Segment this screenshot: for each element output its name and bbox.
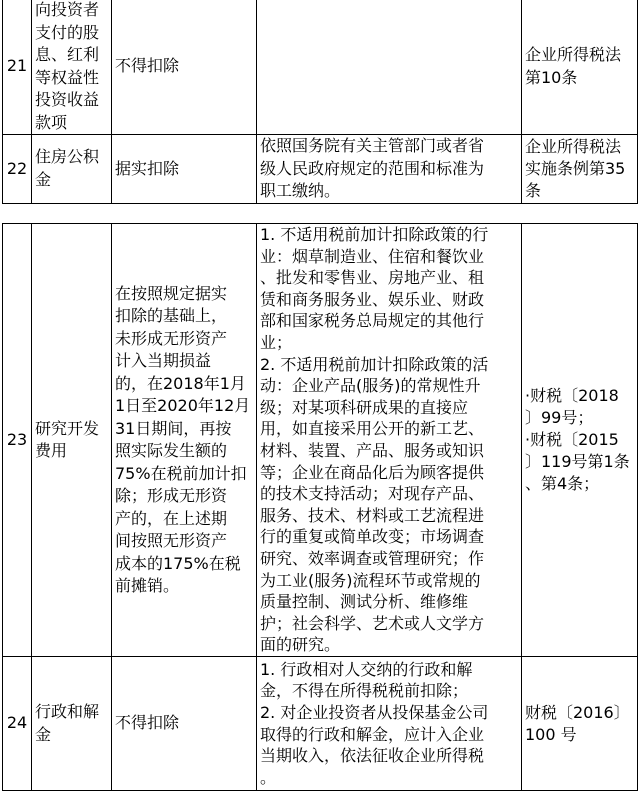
scope-description: 1. 不适用税前加计扣除政策的行 业：烟草制造业、住宿和餐饮业 、批发和零售业、房地产业、租 赁和商务服务业、娱乐业、财政 部和国家税务总局规定的其他行 业； 2. 不适用税前加计扣除政策的活 动：企业产品(服务)的常规性升 级；对某项科研成果的直接应 用，如直接采用公开的新工艺、 材料、装置、产品、服务或知识 等；企业在商品化后为顾客提供 的技术支持活动；对现存产品、 服务、技术、材料或工艺流程进 行的重复或简单改变；市场调查 研究、效率调查或管理研究；作 为工业(服务)流程环节或常规的 质量控制、测试分析、维修维 护；社会科学、艺术或人文学方 面的研究。 <box>257 224 522 657</box>
deduction-treatment: 不得扣除 <box>112 0 257 135</box>
expense-item: 向投资者 支付的股 息、红利 等权益性 投资收益 款项 <box>32 0 112 135</box>
table-row <box>3 135 638 204</box>
row-number: 24 <box>3 657 32 791</box>
deduction-treatment: 不得扣除 <box>112 657 257 791</box>
legal-basis: 企业所得税法 实施条例第35 条 <box>522 135 638 204</box>
deduction-table-top <box>2 0 638 204</box>
row-number: 21 <box>3 0 32 135</box>
table-row <box>3 224 638 657</box>
row-number: 22 <box>3 135 32 204</box>
deduction-treatment: 在按照规定据实 扣除的基础上， 未形成无形资产 计入当期损益 的，在2018年1月 1日至2020年12月 31日期间，再按 照实际发生额的 75%在税前加计扣 除；形成无形资 产的，在上述期 间按照无形资产 成本的175%在税 前摊销。 <box>112 224 257 657</box>
legal-basis: ·财税〔2018 〕99号； ·财税〔2015 〕119号第1条 、第4条； <box>522 224 638 657</box>
scope-description <box>257 0 522 135</box>
deduction-treatment: 据实扣除 <box>112 135 257 204</box>
scope-description: 依照国务院有关主管部门或者省 级人民政府规定的范围和标准为 职工缴纳。 <box>257 135 522 204</box>
expense-item: 住房公积 金 <box>32 135 112 204</box>
expense-item: 研究开发 费用 <box>32 224 112 657</box>
expense-item: 行政和解 金 <box>32 657 112 791</box>
table-row <box>3 657 638 791</box>
legal-basis: 财税〔2016〕 100 号 <box>522 657 638 791</box>
row-number: 23 <box>3 224 32 657</box>
legal-basis: 企业所得税法 第10条 <box>522 0 638 135</box>
scope-description: 1. 行政相对人交纳的行政和解 金，不得在所得税税前扣除； 2. 对企业投资者从投保基金公司 取得的行政和解金，应计入企业 当期收入，依法征收企业所得税 。 <box>257 657 522 791</box>
deduction-table-bottom <box>2 223 638 791</box>
table-row <box>3 0 638 135</box>
